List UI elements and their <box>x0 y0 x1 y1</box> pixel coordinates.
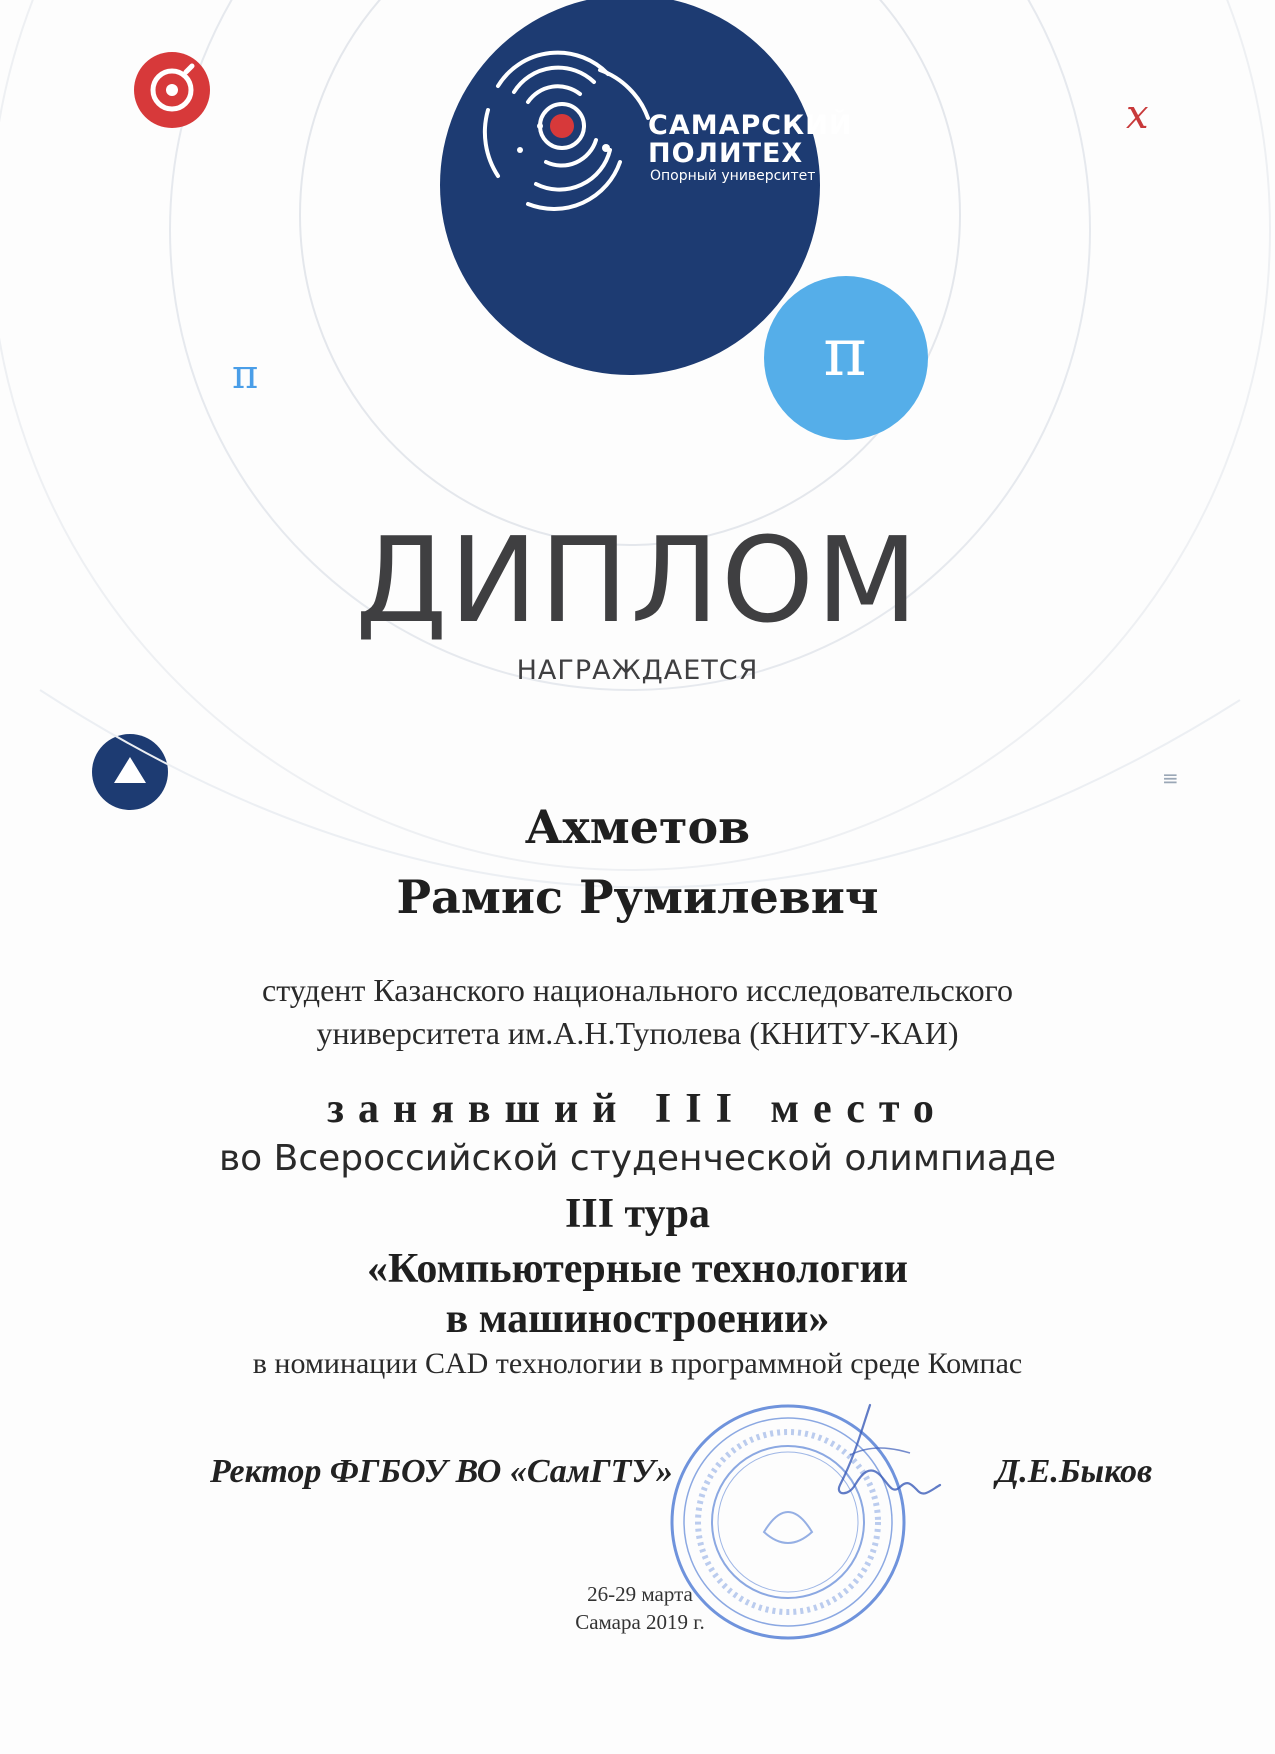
decorative-arc <box>40 690 1240 888</box>
olympiad-text: во Всероссийской студенческой олимпиаде <box>218 1138 1057 1179</box>
x-symbol: x <box>1126 92 1149 138</box>
description-line1: студент Казанского национального исследовательского <box>262 972 1013 1008</box>
logo-title <box>648 112 852 168</box>
rector-name: Д.Е.Быков <box>996 1453 1153 1490</box>
pi-symbol-small: π <box>232 352 259 398</box>
diploma-title: ДИПЛОМ <box>355 511 920 649</box>
rector-title: Ректор ФГБОУ ВО «СамГТУ» <box>210 1453 673 1490</box>
recipient-surname: Ахметов <box>524 800 751 854</box>
pi-symbol-large: π <box>823 314 867 391</box>
logo-subtitle: Опорный университет <box>650 168 816 184</box>
tour-text: III тура <box>565 1191 710 1237</box>
handwritten-signature <box>800 1395 950 1525</box>
place-text: занявший III место <box>327 1086 948 1132</box>
description-line2: университета им.А.Н.Туполева (КНИТУ-КАИ) <box>316 1015 959 1051</box>
awarded-label: НАГРАЖДАЕТСЯ <box>516 655 759 686</box>
equiv-symbol: ≡ <box>1162 766 1179 790</box>
logo-title-line1: САМАРСКИЙ <box>648 110 853 141</box>
recipient-name: Рамис Румилевич <box>396 870 879 924</box>
competition-line2: в машиностроении» <box>445 1296 830 1342</box>
event-date: 26-29 марта <box>587 1582 693 1606</box>
target-icon <box>134 52 210 128</box>
triangle-icon <box>92 734 168 810</box>
competition-line1: «Компьютерные технологии <box>367 1246 908 1292</box>
logo-title-line2: ПОЛИТЕХ <box>648 138 804 169</box>
event-city-year: Самара 2019 г. <box>575 1610 705 1634</box>
nomination-text: в номинации CAD технологии в программной среде Компас <box>252 1347 1023 1380</box>
